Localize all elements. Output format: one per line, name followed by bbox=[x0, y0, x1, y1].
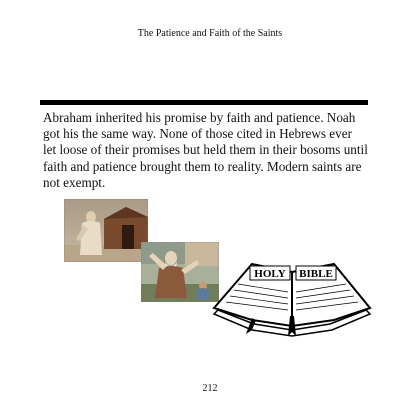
open-bible-illustration bbox=[212, 258, 372, 338]
noah-illustration bbox=[141, 242, 219, 302]
running-header: The Patience and Faith of the Saints bbox=[137, 28, 283, 39]
bible-cover-right-text: BIBLE bbox=[299, 268, 333, 280]
bible-cover-left-text: HOLY bbox=[254, 268, 286, 280]
horizontal-rule bbox=[40, 100, 368, 105]
page-number: 212 bbox=[202, 383, 218, 394]
body-paragraph: Abraham inherited his promise by faith and patience. Noah got his the same way. None of those cited in Hebrews ever let loose of their promises but held them in their bosoms until faith and patience brought them to reality. Modern saints are not exempt. bbox=[43, 110, 368, 190]
abraham-tent-illustration bbox=[64, 199, 148, 262]
